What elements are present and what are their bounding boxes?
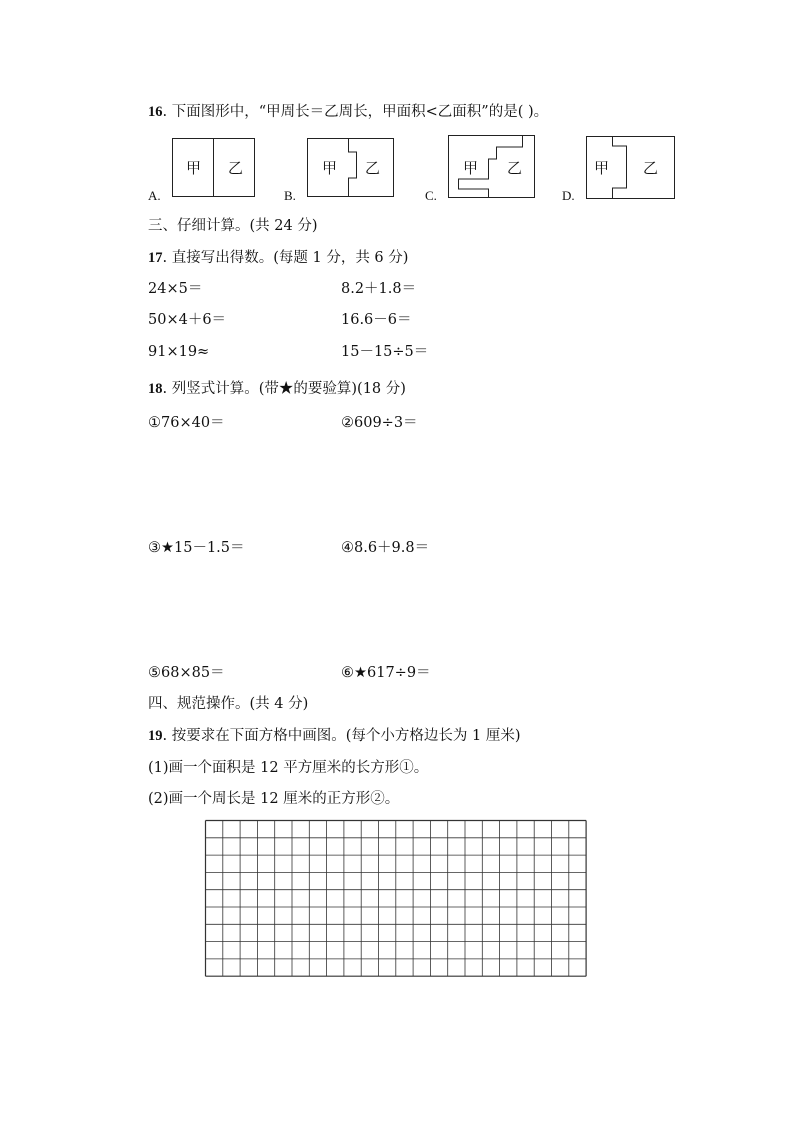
q17-item-5: 91×19≈ — [148, 344, 210, 360]
q16-option-a-right: 乙 — [228, 159, 244, 177]
q17-item-3: 50×4＋6＝ — [148, 312, 227, 328]
q17-item-4: 16.6－6＝ — [341, 312, 412, 328]
q17-text: . 直接写出得数。(每题 1 分，共 6 分) — [162, 250, 409, 266]
q16-option-b-right: 乙 — [365, 159, 381, 177]
q16-option-d-left: 甲 — [594, 159, 610, 177]
q18-number: 18 — [148, 381, 163, 397]
q19-subtask-1: (1)画一个面积是 12 平方厘米的长方形①。 — [148, 760, 429, 776]
q19-text: . 按要求在下面方格中画图。(每个小方格边长为 1 厘米) — [162, 728, 521, 744]
section-3-title: 三、仔细计算。(共 24 分) — [148, 218, 318, 234]
q19-number: 19 — [148, 728, 163, 744]
q16-text: . 下面图形中，“甲周长＝乙周长，甲面积<乙面积”的是( )。 — [162, 104, 549, 120]
q18-item-2: ②609÷3＝ — [341, 415, 418, 431]
q16-option-c-left: 甲 — [463, 159, 479, 177]
q18-text: . 列竖式计算。(带★的要验算)(18 分) — [162, 381, 406, 397]
q16-option-b-left: 甲 — [322, 159, 338, 177]
q17-item-1: 24×5＝ — [148, 281, 203, 297]
q19-prompt — [148, 727, 520, 745]
q17-prompt — [148, 249, 408, 267]
q16-option-c-label: C. — [425, 188, 437, 203]
q16-option-a-label: A. — [148, 188, 161, 203]
q16-number: 16 — [148, 104, 163, 120]
q18-item-5: ⑤68×85＝ — [148, 665, 225, 681]
q16-option-a-figure — [172, 138, 256, 198]
q16-option-d-label: D. — [562, 188, 575, 203]
q17-number: 17 — [148, 250, 163, 266]
q17-item-6: 15－15÷5＝ — [341, 344, 429, 360]
q18-item-1: ①76×40＝ — [148, 415, 225, 431]
q16-option-c-right: 乙 — [507, 159, 523, 177]
q16-prompt — [148, 103, 548, 121]
q16-option-d-right: 乙 — [643, 159, 659, 177]
q17-item-2: 8.2＋1.8＝ — [341, 281, 417, 297]
q16-option-b-figure — [307, 138, 395, 198]
q16-option-b-label: B. — [284, 188, 296, 203]
q18-item-4: ④8.6＋9.8＝ — [341, 540, 430, 556]
q18-item-6: ⑥★617÷9＝ — [341, 665, 431, 681]
q16-option-a-left: 甲 — [186, 159, 202, 177]
q16-option-c-figure — [448, 135, 536, 199]
q18-item-3: ③★15－1.5＝ — [148, 540, 245, 556]
q18-prompt — [148, 380, 406, 398]
drawing-grid[interactable] — [205, 820, 590, 980]
q19-subtask-2: (2)画一个周长是 12 厘米的正方形②。 — [148, 791, 400, 807]
section-4-title: 四、规范操作。(共 4 分) — [148, 696, 309, 712]
